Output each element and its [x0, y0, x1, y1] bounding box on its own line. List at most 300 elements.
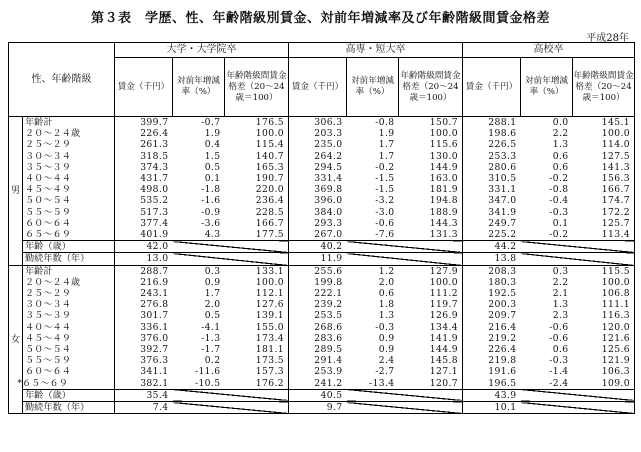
- rate-cell: 2.0: [378, 276, 395, 288]
- age-group-text: ５０～５４: [25, 195, 71, 207]
- diagonal-blank: [521, 253, 635, 265]
- rate-cell: -4.1: [201, 321, 221, 333]
- age-group-text: ６０～６４: [25, 217, 71, 229]
- table-row: [9, 310, 635, 321]
- col-gap: 年齢階級間賃金格差（20～24歳＝100）: [225, 58, 289, 117]
- age-group-label: [23, 162, 115, 173]
- gap-cell: 127.6: [225, 299, 289, 310]
- col-rate: 対前年増減率（%）: [521, 58, 573, 117]
- age-group-label: [23, 265, 115, 277]
- wage-cell: 249.7: [463, 218, 521, 229]
- wage-cell: 498.0: [115, 184, 173, 195]
- age-group-text: ３５～３９: [25, 161, 71, 173]
- tenure-row: [9, 402, 635, 414]
- rate-cell: -3.6: [201, 217, 221, 229]
- gap-cell: 100.0: [225, 128, 289, 139]
- rate-cell: -0.2: [375, 161, 395, 173]
- wage-cell: 288.1: [463, 117, 521, 129]
- gap-cell: 140.7: [225, 151, 289, 162]
- rate-cell: -0.2: [549, 173, 569, 185]
- wage-cell: 289.5: [289, 344, 347, 355]
- rate-cell: 0.2: [204, 355, 221, 367]
- wage-cell: 216.4: [463, 322, 521, 333]
- table-row: [9, 277, 635, 288]
- wage-cell: 331.1: [463, 184, 521, 195]
- age-group-label: [23, 151, 115, 162]
- gap-cell: 113.4: [573, 229, 635, 241]
- wage-cell: 208.3: [463, 265, 521, 277]
- rate-cell: 0.9: [378, 344, 395, 356]
- wage-cell: 369.8: [289, 184, 347, 195]
- diagonal-blank: [173, 389, 289, 401]
- table-row: [9, 355, 635, 366]
- gap-cell: 106.3: [573, 366, 635, 377]
- gap-cell: 181.1: [225, 344, 289, 355]
- gap-cell: 144.3: [399, 218, 463, 229]
- table-row: [9, 378, 635, 390]
- wage-cell: 517.3: [115, 207, 173, 218]
- rate-cell: 0.0: [521, 117, 573, 129]
- wage-cell: 226.4: [463, 344, 521, 355]
- age-group-label: [23, 117, 115, 129]
- gap-cell: 181.9: [399, 184, 463, 195]
- gap-cell: 127.9: [399, 265, 463, 277]
- rate-cell: 0.4: [204, 139, 221, 151]
- rate-cell: -7.6: [375, 229, 395, 241]
- gap-cell: 100.0: [573, 128, 635, 139]
- gap-cell: 121.6: [573, 333, 635, 344]
- gap-cell: 165.3: [225, 162, 289, 173]
- wage-cell: 191.6: [463, 366, 521, 377]
- row-header: 性、年齢階級: [9, 43, 115, 117]
- wage-cell: 239.2: [289, 299, 347, 310]
- wage-cell: 318.5: [115, 151, 173, 162]
- table-row: [9, 333, 635, 344]
- rate-cell: -1.8: [201, 184, 221, 196]
- age-group-text: ５０～５４: [25, 344, 71, 356]
- gap-cell: 127.5: [573, 151, 635, 162]
- tenure-value: 7.4: [115, 402, 173, 414]
- rate-cell: 0.9: [378, 332, 395, 344]
- wage-cell: 196.5: [463, 378, 521, 390]
- gap-cell: 157.3: [225, 366, 289, 377]
- wage-cell: 347.0: [463, 195, 521, 206]
- wage-cell: 376.0: [115, 333, 173, 344]
- gap-cell: 115.4: [225, 139, 289, 150]
- rate-cell: 4.3: [204, 229, 221, 241]
- wage-cell: 294.5: [289, 162, 347, 173]
- diagonal-blank: [521, 389, 635, 401]
- age-value: 40.2: [289, 241, 347, 253]
- gap-cell: 173.4: [225, 333, 289, 344]
- wage-cell: 301.7: [115, 310, 173, 321]
- rate-cell: -0.7: [173, 117, 225, 129]
- diagonal-blank: [347, 241, 463, 253]
- gap-cell: 100.0: [399, 128, 463, 139]
- year-label: 平成28年: [586, 33, 629, 44]
- age-value: 43.9: [463, 389, 521, 401]
- table-body: [9, 117, 635, 414]
- rate-cell: -1.4: [549, 366, 569, 378]
- gap-cell: 114.0: [573, 139, 635, 150]
- rate-cell: -0.6: [549, 321, 569, 333]
- gap-cell: 130.0: [399, 151, 463, 162]
- rate-cell: 0.1: [204, 173, 221, 185]
- age-group-text: ４０～４４: [25, 321, 71, 333]
- age-group-text: ６５～６９: [25, 229, 71, 241]
- rate-cell: 2.2: [552, 276, 569, 288]
- age-group-label: [23, 299, 115, 310]
- age-group-label: [23, 333, 115, 344]
- wage-cell: 253.9: [289, 366, 347, 377]
- age-group-label: [23, 310, 115, 321]
- col-rate: 対前年増減率（%）: [347, 58, 399, 117]
- wage-cell: 376.3: [115, 355, 173, 366]
- wage-cell: 288.7: [115, 265, 173, 277]
- rate-cell: 1.9: [378, 128, 395, 140]
- group-highschool: 高校卒: [463, 43, 635, 58]
- rate-cell: -1.7: [201, 344, 221, 356]
- wage-cell: 241.2: [289, 378, 347, 390]
- diagonal-blank: [521, 241, 635, 253]
- diagonal-blank: [347, 389, 463, 401]
- rate-cell: 0.6: [552, 150, 569, 162]
- table-row: [9, 117, 635, 129]
- gap-cell: 125.6: [573, 344, 635, 355]
- age-group-label: [23, 218, 115, 229]
- gap-cell: 100.0: [399, 277, 463, 288]
- group-college: 高専・短大卒: [289, 43, 463, 58]
- rate-cell: 0.6: [552, 344, 569, 356]
- rate-cell: -0.4: [549, 195, 569, 207]
- wage-cell: 216.9: [115, 277, 173, 288]
- rate-cell: 0.6: [378, 288, 395, 300]
- wage-cell: 180.3: [463, 277, 521, 288]
- gap-cell: 144.9: [399, 162, 463, 173]
- wage-cell: 226.5: [463, 139, 521, 150]
- rate-cell: -11.6: [194, 366, 221, 378]
- age-group-label: [23, 344, 115, 355]
- wage-cell: 261.3: [115, 139, 173, 150]
- age-label: 年齢（歳）: [23, 241, 115, 253]
- gap-cell: 141.3: [573, 162, 635, 173]
- wage-cell: 535.2: [115, 195, 173, 206]
- gap-cell: 100.0: [573, 277, 635, 288]
- gap-cell: 176.5: [225, 117, 289, 129]
- wage-cell: 331.4: [289, 173, 347, 184]
- tenure-value: 13.0: [115, 253, 173, 265]
- rate-cell: -0.8: [549, 184, 569, 196]
- wage-cell: 382.1: [115, 378, 173, 390]
- rate-cell: -1.5: [375, 173, 395, 185]
- rate-cell: -3.0: [375, 206, 395, 218]
- wage-cell: 226.4: [115, 128, 173, 139]
- age-group-text: ４５～４９: [25, 184, 71, 196]
- rate-cell: 1.7: [378, 139, 395, 151]
- rate-cell: -2.7: [375, 366, 395, 378]
- rate-cell: -0.3: [549, 206, 569, 218]
- wage-cell: 235.0: [289, 139, 347, 150]
- wage-cell: 219.8: [463, 355, 521, 366]
- age-group-label: [17, 377, 115, 390]
- rate-cell: 1.5: [204, 150, 221, 162]
- gap-cell: 116.3: [573, 310, 635, 321]
- diagonal-blank: [347, 402, 463, 414]
- rate-cell: -0.9: [201, 206, 221, 218]
- age-group-text: ３５～３９: [25, 310, 71, 322]
- gap-cell: 156.3: [573, 173, 635, 184]
- gap-cell: 134.4: [399, 322, 463, 333]
- table-row: [9, 207, 635, 218]
- age-group-text: ３０～３４: [25, 150, 71, 162]
- rate-cell: 0.3: [173, 265, 225, 277]
- table-row: [9, 173, 635, 184]
- age-group-text: ６５～６９: [22, 377, 68, 389]
- age-group-text: ５５～５９: [25, 206, 71, 218]
- age-group-text: ２０～２４歳: [25, 128, 81, 140]
- table-row: [9, 366, 635, 377]
- gap-cell: 111.2: [399, 288, 463, 299]
- col-rate: 対前年増減率（%）: [173, 58, 225, 117]
- rate-cell: 1.2: [347, 265, 399, 277]
- wage-cell: 293.3: [289, 218, 347, 229]
- gap-cell: 190.7: [225, 173, 289, 184]
- rate-cell: 0.6: [552, 161, 569, 173]
- wage-cell: 291.4: [289, 355, 347, 366]
- age-value: 42.0: [115, 241, 173, 253]
- table-row: [9, 162, 635, 173]
- rate-cell: -0.3: [375, 321, 395, 333]
- tenure-label: 勤続年数（年）: [23, 253, 115, 265]
- gap-cell: 120.7: [399, 378, 463, 390]
- gap-cell: 106.8: [573, 288, 635, 299]
- age-group-label: [23, 139, 115, 150]
- diagonal-blank: [173, 253, 289, 265]
- age-group-label: [23, 322, 115, 333]
- gap-cell: 115.5: [573, 265, 635, 277]
- rate-cell: -0.8: [347, 117, 399, 129]
- tenure-value: 13.8: [463, 253, 521, 265]
- tenure-value: 10.1: [463, 402, 521, 414]
- age-group-label: [23, 288, 115, 299]
- gap-cell: 236.4: [225, 195, 289, 206]
- wage-cell: 198.6: [463, 128, 521, 139]
- tenure-value: 9.7: [289, 402, 347, 414]
- age-group-label: [23, 355, 115, 366]
- gap-cell: 115.6: [399, 139, 463, 150]
- age-row: [9, 241, 635, 253]
- gap-cell: 139.1: [225, 310, 289, 321]
- wage-cell: 399.7: [115, 117, 173, 129]
- table-row: [9, 322, 635, 333]
- wage-table: [8, 42, 635, 414]
- rate-cell: 0.9: [204, 276, 221, 288]
- rate-cell: 0.5: [204, 161, 221, 173]
- rate-cell: -0.2: [549, 229, 569, 241]
- diagonal-blank: [347, 253, 463, 265]
- wage-cell: 200.3: [463, 299, 521, 310]
- gap-cell: 131.3: [399, 229, 463, 241]
- col-wage: 賃金（千円）: [289, 58, 347, 117]
- wage-cell: 253.3: [463, 151, 521, 162]
- age-group-text: 年齢計: [25, 265, 53, 277]
- age-group-text: 年齢計: [25, 117, 53, 128]
- age-group-text: ６０～６４: [25, 366, 71, 378]
- col-wage: 賃金（千円）: [115, 58, 173, 117]
- rate-cell: 0.1: [552, 217, 569, 229]
- wage-cell: 203.3: [289, 128, 347, 139]
- gap-cell: 228.5: [225, 207, 289, 218]
- age-group-text: ３０～３４: [25, 299, 71, 311]
- table-row: [9, 151, 635, 162]
- table-row: [9, 195, 635, 206]
- sex-label: 女: [9, 265, 23, 414]
- gap-cell: 220.0: [225, 184, 289, 195]
- rate-cell: 2.4: [378, 355, 395, 367]
- rate-cell: -10.5: [194, 377, 221, 389]
- age-group-label: [23, 184, 115, 195]
- wage-cell: 310.5: [463, 173, 521, 184]
- gap-cell: 127.1: [399, 366, 463, 377]
- rate-cell: 1.7: [378, 150, 395, 162]
- wage-cell: 401.9: [115, 229, 173, 241]
- gap-cell: 188.9: [399, 207, 463, 218]
- age-group-label: [23, 173, 115, 184]
- age-group-label: [23, 195, 115, 206]
- gap-cell: 100.0: [225, 277, 289, 288]
- wage-cell: 253.5: [289, 310, 347, 321]
- age-group-text: ５５～５９: [25, 355, 71, 367]
- tenure-row: [9, 253, 635, 265]
- rate-cell: -0.3: [549, 355, 569, 367]
- age-value: 40.5: [289, 389, 347, 401]
- table-row: [9, 288, 635, 299]
- gap-cell: 166.7: [573, 184, 635, 195]
- wage-cell: 268.6: [289, 322, 347, 333]
- gap-cell: 177.5: [225, 229, 289, 241]
- col-gap: 年齢階級間賃金格差（20～24歳＝100）: [399, 58, 463, 117]
- gap-cell: 141.9: [399, 333, 463, 344]
- wage-cell: 276.8: [115, 299, 173, 310]
- gap-cell: 121.9: [573, 355, 635, 366]
- gap-cell: 120.0: [573, 322, 635, 333]
- sex-label: 男: [9, 117, 23, 266]
- col-wage: 賃金（千円）: [463, 58, 521, 117]
- rate-cell: -1.6: [201, 195, 221, 207]
- rate-cell: 1.7: [204, 288, 221, 300]
- rate-cell: -1.5: [375, 184, 395, 196]
- age-value: 44.2: [463, 241, 521, 253]
- age-row: [9, 389, 635, 401]
- rate-cell: 1.3: [552, 139, 569, 151]
- age-group-text: ２５～２９: [25, 288, 71, 300]
- gap-cell: 112.1: [225, 288, 289, 299]
- rate-cell: 1.8: [378, 299, 395, 311]
- table-row: [9, 299, 635, 310]
- table-row: [9, 344, 635, 355]
- rate-cell: -2.4: [549, 377, 569, 389]
- rate-cell: 0.3: [521, 265, 573, 277]
- rate-cell: 0.5: [204, 310, 221, 322]
- gap-cell: 145.8: [399, 355, 463, 366]
- wage-cell: 396.0: [289, 195, 347, 206]
- note-mark: *: [17, 377, 22, 389]
- table-row: [9, 184, 635, 195]
- age-group-text: ４５～４９: [25, 332, 71, 344]
- wage-cell: 192.5: [463, 288, 521, 299]
- gap-cell: 145.1: [573, 117, 635, 129]
- wage-cell: 336.1: [115, 322, 173, 333]
- diagonal-blank: [173, 402, 289, 414]
- gap-cell: 155.0: [225, 322, 289, 333]
- gap-cell: 125.7: [573, 218, 635, 229]
- group-university: 大学・大学院卒: [115, 43, 289, 58]
- table-row: [9, 218, 635, 229]
- age-label: 年齢（歳）: [23, 389, 115, 401]
- gap-cell: 119.7: [399, 299, 463, 310]
- col-gap: 年齢階級間賃金格差（20～24歳＝100）: [573, 58, 635, 117]
- rate-cell: 2.0: [204, 299, 221, 311]
- age-group-label: [23, 207, 115, 218]
- table-row: [9, 139, 635, 150]
- age-value: 35.4: [115, 389, 173, 401]
- gap-cell: 166.7: [225, 218, 289, 229]
- gap-cell: 150.7: [399, 117, 463, 129]
- wage-cell: 384.0: [289, 207, 347, 218]
- age-group-label: [23, 277, 115, 288]
- gap-cell: 176.2: [225, 378, 289, 390]
- wage-cell: 264.2: [289, 151, 347, 162]
- diagonal-blank: [521, 402, 635, 414]
- rate-cell: 2.1: [552, 288, 569, 300]
- wage-cell: 392.7: [115, 344, 173, 355]
- rate-cell: -0.6: [549, 332, 569, 344]
- wage-cell: 243.1: [115, 288, 173, 299]
- gap-cell: 172.2: [573, 207, 635, 218]
- diagonal-blank: [173, 241, 289, 253]
- gap-cell: 194.8: [399, 195, 463, 206]
- gap-cell: 126.9: [399, 310, 463, 321]
- wage-cell: 255.6: [289, 265, 347, 277]
- rate-cell: -0.6: [375, 217, 395, 229]
- wage-cell: 374.3: [115, 162, 173, 173]
- age-group-text: ２５～２９: [25, 139, 71, 151]
- gap-cell: 111.1: [573, 299, 635, 310]
- gap-cell: 109.0: [573, 378, 635, 390]
- gap-cell: 174.7: [573, 195, 635, 206]
- age-group-text: ２０～２４歳: [25, 276, 81, 288]
- table-row: [9, 265, 635, 277]
- wage-cell: 267.0: [289, 229, 347, 241]
- wage-cell: 431.7: [115, 173, 173, 184]
- wage-cell: 209.7: [463, 310, 521, 321]
- tenure-label: 勤続年数（年）: [23, 402, 115, 414]
- table-row: [9, 229, 635, 241]
- age-group-text: ４０～４４: [25, 173, 71, 185]
- wage-cell: 222.1: [289, 288, 347, 299]
- table-row: [9, 128, 635, 139]
- age-group-label: [23, 128, 115, 139]
- wage-cell: 341.1: [115, 366, 173, 377]
- rate-cell: -13.4: [368, 377, 395, 389]
- table-title: 第３表 学歴、性、年齢階級別賃金、対前年増減率及び年齢階級間賃金格差: [90, 11, 550, 26]
- wage-cell: 219.2: [463, 333, 521, 344]
- gap-cell: 133.1: [225, 265, 289, 277]
- age-group-label: [23, 366, 115, 377]
- rate-cell: 2.2: [552, 128, 569, 140]
- rate-cell: 1.9: [204, 128, 221, 140]
- age-group-label: [23, 229, 115, 241]
